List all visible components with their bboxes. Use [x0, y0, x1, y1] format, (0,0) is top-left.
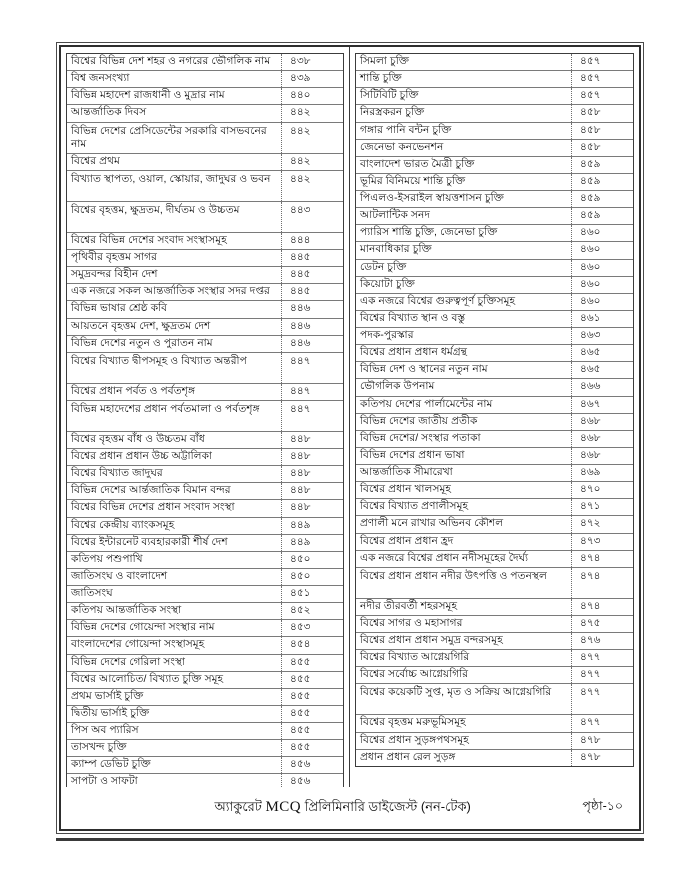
toc-entry-page: ৪৬৫ — [572, 345, 634, 362]
toc-row — [356, 533, 634, 550]
toc-entry-page: ৪৭৩ — [572, 533, 634, 550]
toc-entry-title: বিশ্বের বিখ্যাত প্রণালীসমূহ — [356, 499, 572, 516]
toc-entry-title: বিশ্বের প্রধান খালসমূহ — [356, 482, 572, 499]
toc-entry-title: বিশ্ব জনসংখ্যা — [67, 71, 282, 88]
footer-title-prefix: অ্যাকুরেট — [214, 798, 262, 814]
toc-entry-page: ৪৪৯ — [282, 517, 344, 534]
toc-entry-title: বাংলাদেশ ভারত মৈত্রী চুক্তি — [356, 156, 572, 173]
toc-entry-title: বিভিন্ন দেশের গোয়েন্দা সংস্থার নাম — [67, 620, 282, 637]
toc-entry-title: বিশ্বের বিভিন্ন দেশের প্রধান সংবাদ সংস্থা — [67, 500, 282, 517]
toc-entry-title: সিমলা চুক্তি — [356, 54, 572, 71]
toc-entry-page: ৪৬৮ — [572, 430, 634, 447]
toc-entry-title: বিভিন্ন দেশের গেরিলা সংস্থা — [67, 654, 282, 671]
toc-entry-page: ৪৫৫ — [282, 705, 344, 722]
toc-entry-page: ৪৭০ — [572, 482, 634, 499]
toc-row — [356, 345, 634, 362]
toc-row — [67, 122, 344, 153]
toc-entry-page: ৪৬৩ — [572, 328, 634, 345]
toc-entry-title: বিশ্বের বিভিন্ন দেশের সংবাদ সংস্থাসমূহ — [67, 232, 282, 249]
toc-entry-page: ৪৭৭ — [572, 667, 634, 684]
toc-entry-title: বিশ্বের প্রধান সুড়ঙ্গপথসমূহ — [356, 732, 572, 749]
toc-entry-title: বিশ্বের প্রধান প্রধান সমুদ্র বন্দরসমূহ — [356, 633, 572, 650]
toc-row — [67, 517, 344, 534]
toc-entry-title: বিভিন্ন দেশের আর্ন্তজাতিক বিমান বন্দর — [67, 483, 282, 500]
toc-row — [67, 54, 344, 71]
toc-row — [356, 447, 634, 464]
toc-entry-title: ডেটন চুক্তি — [356, 259, 572, 276]
toc-row — [67, 671, 344, 688]
toc-row — [356, 499, 634, 516]
toc-entry-page: ৪৬০ — [572, 293, 634, 310]
toc-entry-page: ৪৭৪ — [572, 567, 634, 598]
toc-entry-title: কতিপয় আন্তর্জাতিক সংস্থা — [67, 603, 282, 620]
toc-row — [356, 225, 634, 242]
toc-row — [356, 328, 634, 345]
toc-entry-page: ৪৪৫ — [282, 267, 344, 284]
toc-entry-title: পিস অব প্যারিস — [67, 723, 282, 740]
toc-entry-title: বিশ্বের কয়েকটি সুপ্ত, মৃত ও সক্রিয় আগ্নেয়গিরি — [356, 684, 572, 715]
toc-row — [67, 637, 344, 654]
toc-row — [356, 276, 634, 293]
toc-row — [67, 250, 344, 267]
toc-entry-page: ৪৩৯ — [282, 71, 344, 88]
toc-row — [67, 568, 344, 585]
toc-entry-title: বিভিন্ন দেশের প্রেসিডেন্টের সরকারি বাসভবনের নাম — [67, 122, 282, 153]
toc-row — [356, 615, 634, 632]
toc-entry-page: ৪৪৩ — [282, 201, 344, 232]
toc-entry-page: ৪৬০ — [572, 276, 634, 293]
toc-row — [356, 310, 634, 327]
page-bottom-rule — [56, 838, 644, 841]
index-column-right — [350, 47, 639, 787]
toc-entry-title: তাসখন্দ চুক্তি — [67, 740, 282, 757]
toc-entry-page: ৪৭৪ — [572, 550, 634, 567]
toc-entry-title: বিশ্বের সর্বোচ্চ আগ্নেয়গিরি — [356, 667, 572, 684]
toc-entry-page: ৪৫৬ — [282, 757, 344, 774]
toc-row — [67, 88, 344, 105]
toc-entry-page: ৪৪৯ — [282, 534, 344, 551]
toc-entry-page: ৪৭৮ — [572, 732, 634, 749]
toc-entry-page: ৪৪২ — [282, 153, 344, 170]
toc-entry-title: কতিপয় দেশের পার্লামেন্টের নাম — [356, 396, 572, 413]
toc-entry-title: আন্তর্জাতিক দিবস — [67, 105, 282, 122]
toc-row — [356, 191, 634, 208]
toc-entry-page: ৪৪২ — [282, 105, 344, 122]
toc-entry-title: বিশ্বের প্রধান পর্বত ও পর্বতশৃঙ্গ — [67, 383, 282, 400]
toc-entry-title: বিভিন্ন দেশের প্রধান ভাষা — [356, 447, 572, 464]
toc-row — [67, 723, 344, 740]
toc-entry-page: ৪৪৬ — [282, 318, 344, 335]
toc-entry-title: বিশ্বের প্রধান প্রধান ধর্মগ্রন্থ — [356, 345, 572, 362]
toc-row — [356, 732, 634, 749]
toc-row — [67, 654, 344, 671]
toc-entry-title: প্যারিস শান্তি চুক্তি, জেনেভা চুক্তি — [356, 225, 572, 242]
toc-entry-page: ৪৪০ — [282, 88, 344, 105]
toc-entry-page: ৪৫৮ — [572, 139, 634, 156]
toc-row — [356, 88, 634, 105]
toc-row — [356, 430, 634, 447]
toc-entry-page: ৪৫৫ — [282, 654, 344, 671]
toc-entry-page: ৪৫৫ — [282, 740, 344, 757]
toc-row — [356, 567, 634, 598]
toc-entry-title: বিশ্বের কেন্দ্রীয় ব্যাংকসমূহ — [67, 517, 282, 534]
toc-entry-title: কতিপয় পশুপাখি — [67, 551, 282, 568]
toc-entry-page: ৪৫৫ — [282, 688, 344, 705]
toc-row — [356, 173, 634, 190]
toc-entry-page: ৪৪৮ — [282, 483, 344, 500]
toc-body-left — [67, 54, 344, 788]
toc-entry-title: প্রথম ভার্সাই চুক্তি — [67, 688, 282, 705]
toc-row — [356, 667, 634, 684]
toc-entry-title: বিভিন্ন দেশের নতুন ও পুরাতন নাম — [67, 335, 282, 352]
toc-table-right — [355, 53, 634, 767]
toc-entry-title: ভূমির বিনিময়ে শান্তি চুক্তি — [356, 173, 572, 190]
toc-entry-title: জেনেভা কনভেনশন — [356, 139, 572, 156]
toc-entry-page: ৪৪৭ — [282, 400, 344, 431]
toc-entry-title: এক নজরে বিশ্বের প্রধান নদীসমূহের দৈর্ঘ্য — [356, 550, 572, 567]
toc-entry-title: বিশ্বের ইন্টারনেট ব্যবহারকারী শীর্ষ দেশ — [67, 534, 282, 551]
toc-entry-page: ৪৫৭ — [572, 71, 634, 88]
toc-entry-title: জাতিসংঘ ও বাংলাদেশ — [67, 568, 282, 585]
toc-entry-title: বিভিন্ন দেশের/ সংস্থার পতাকা — [356, 430, 572, 447]
toc-row — [67, 352, 344, 383]
toc-entry-title: কিয়োটা চুক্তি — [356, 276, 572, 293]
toc-entry-title: বাংলাদেশের গোয়েন্দা সংস্থাসমূহ — [67, 637, 282, 654]
toc-entry-title: আটলান্টিক সনদ — [356, 208, 572, 225]
toc-entry-page: ৪৪৫ — [282, 284, 344, 301]
toc-row — [67, 551, 344, 568]
toc-entry-title: সমুদ্রবন্দর বিহীন দেশ — [67, 267, 282, 284]
toc-row — [67, 383, 344, 400]
toc-row — [356, 684, 634, 715]
toc-row — [356, 396, 634, 413]
toc-row — [67, 335, 344, 352]
toc-entry-page: ৪৫৯ — [572, 208, 634, 225]
toc-row — [67, 71, 344, 88]
toc-entry-page: ৪৪৪ — [282, 232, 344, 249]
toc-row — [356, 413, 634, 430]
toc-entry-page: ৪৫৯ — [572, 191, 634, 208]
toc-entry-page: ৪৩৮ — [282, 54, 344, 71]
toc-entry-page: ৪৭১ — [572, 499, 634, 516]
toc-entry-page: ৪৫৫ — [282, 723, 344, 740]
index-column-left — [61, 47, 350, 787]
toc-entry-page: ৪৬৫ — [572, 362, 634, 379]
toc-row — [67, 688, 344, 705]
toc-entry-title: গঙ্গার পানি বন্টন চুক্তি — [356, 122, 572, 139]
toc-entry-page: ৪৭৭ — [572, 650, 634, 667]
toc-entry-title: বিশ্বের বিখ্যাত জাদুঘর — [67, 466, 282, 483]
toc-entry-page: ৪৬১ — [572, 310, 634, 327]
toc-row — [356, 650, 634, 667]
toc-entry-title: বিখ্যাত স্থাপত্য, ওয়াল, স্কোয়ার, জাদুঘর ও ভবন — [67, 170, 282, 201]
toc-entry-page: ৪৫০ — [282, 568, 344, 585]
toc-row — [356, 139, 634, 156]
toc-entry-page: ৪৫০ — [282, 551, 344, 568]
toc-entry-page: ৪৭৭ — [572, 715, 634, 732]
toc-entry-page: ৪৪২ — [282, 170, 344, 201]
toc-entry-page: ৪৪৮ — [282, 466, 344, 483]
toc-entry-page: ৪৬৭ — [572, 396, 634, 413]
toc-entry-page: ৪৫৮ — [572, 122, 634, 139]
toc-entry-page: ৪৪৫ — [282, 250, 344, 267]
page-footer — [61, 787, 639, 829]
toc-row — [67, 757, 344, 774]
toc-entry-page: ৪৫৭ — [572, 88, 634, 105]
toc-entry-title: বিভিন্ন দেশের জাতীয় প্রতীক — [356, 413, 572, 430]
toc-entry-page: ৪৪৭ — [282, 383, 344, 400]
toc-entry-title: বিভিন্ন মহাদেশের প্রধান পর্বতমালা ও পর্বতশৃঙ্গ — [67, 400, 282, 431]
toc-row — [67, 201, 344, 232]
toc-row — [67, 449, 344, 466]
toc-entry-page: ৪৪২ — [282, 122, 344, 153]
toc-entry-page: ৪৪৮ — [282, 500, 344, 517]
toc-entry-page: ৪৬০ — [572, 242, 634, 259]
toc-row — [356, 633, 634, 650]
toc-row — [67, 284, 344, 301]
toc-row — [356, 715, 634, 732]
toc-entry-title: বিশ্বের বিখ্যাত স্থান ও বস্তু — [356, 310, 572, 327]
toc-entry-title: পিএলও-ইসরাইল স্বায়ত্তশাসন চুক্তি — [356, 191, 572, 208]
toc-row — [67, 400, 344, 431]
toc-row — [356, 156, 634, 173]
toc-entry-page: ৪৫৯ — [572, 156, 634, 173]
toc-entry-title: দ্বিতীয় ভার্সাই চুক্তি — [67, 705, 282, 722]
toc-row — [356, 71, 634, 88]
toc-row — [67, 170, 344, 201]
toc-entry-title: ভৌগলিক উপনাম — [356, 379, 572, 396]
page-frame-inner — [59, 45, 641, 831]
toc-entry-title: আন্তর্জাতিক সীমারেখা — [356, 465, 572, 482]
toc-row — [67, 483, 344, 500]
toc-entry-page: ৪৫৬ — [282, 774, 344, 787]
toc-entry-page: ৪৭৭ — [572, 684, 634, 715]
toc-entry-page: ৪৪৮ — [282, 449, 344, 466]
toc-row — [67, 267, 344, 284]
toc-row — [356, 379, 634, 396]
toc-entry-title: সিটিবিটি চুক্তি — [356, 88, 572, 105]
toc-entry-title: বিশ্বের প্রথম — [67, 153, 282, 170]
toc-entry-page: ৪৬৯ — [572, 465, 634, 482]
toc-row — [356, 362, 634, 379]
toc-row — [67, 705, 344, 722]
toc-entry-title: বিশ্বের বিখ্যাত দ্বীপসমূহ ও বিখ্যাত অন্তরীপ — [67, 352, 282, 383]
toc-entry-title: নিরস্ত্রকরন চুক্তি — [356, 105, 572, 122]
toc-entry-title: পদক-পুরস্কার — [356, 328, 572, 345]
toc-entry-page: ৪৬৮ — [572, 413, 634, 430]
toc-entry-page: ৪৫৩ — [282, 620, 344, 637]
toc-entry-title: জাতিসংঘ — [67, 586, 282, 603]
toc-entry-page: ৪৬৮ — [572, 447, 634, 464]
toc-entry-title: বিশ্বের বৃহত্তম মরুভূমিসমূহ — [356, 715, 572, 732]
toc-entry-title: প্রধান প্রধান রেল সুড়ঙ্গ — [356, 749, 572, 766]
toc-entry-title: পৃথিবীর বৃহত্তম সাগর — [67, 250, 282, 267]
toc-entry-title: বিশ্বের প্রধান প্রধান উচ্চ অট্টালিকা — [67, 449, 282, 466]
toc-entry-page: ৪৫৯ — [572, 173, 634, 190]
toc-entry-title: বিভিন্ন দেশ ও স্থানের নতুন নাম — [356, 362, 572, 379]
toc-row — [356, 259, 634, 276]
toc-entry-page: ৪৭৫ — [572, 615, 634, 632]
toc-entry-page: ৪৪৬ — [282, 301, 344, 318]
toc-entry-page: ৪৭৮ — [572, 749, 634, 766]
toc-entry-page: ৪৭২ — [572, 516, 634, 533]
toc-entry-page: ৪৫১ — [282, 586, 344, 603]
footer-title-suffix: প্রিলিমিনারি ডাইজেস্ট (নন-টেক) — [304, 798, 471, 814]
toc-entry-page: ৪৬৬ — [572, 379, 634, 396]
toc-row — [67, 534, 344, 551]
toc-table-left — [66, 53, 344, 787]
toc-entry-page: ৪৪৮ — [282, 431, 344, 448]
toc-entry-title: প্রণালী মনে রাখার অভিনব কৌশল — [356, 516, 572, 533]
toc-row — [356, 598, 634, 615]
toc-entry-title: বিশ্বের বিখ্যাত আগ্নেয়গিরি — [356, 650, 572, 667]
toc-entry-title: বিশ্বের বিভিন্ন দেশ শহর ও নগরের ভৌগলিক নাম — [67, 54, 282, 71]
index-columns — [61, 47, 639, 787]
toc-entry-title: এক নজরে সকল আন্তর্জাতিক সংস্থার সদর দপ্তর — [67, 284, 282, 301]
toc-row — [67, 301, 344, 318]
toc-entry-title: মানবাধিকার চুক্তি — [356, 242, 572, 259]
toc-entry-title: বিশ্বের প্রধান প্রধান হ্রদ — [356, 533, 572, 550]
toc-entry-title: সাপটা ও সাফটা — [67, 774, 282, 787]
toc-row — [356, 122, 634, 139]
toc-entry-title: আয়তনে বৃহত্তম দেশ, ক্ষুদ্রতম দেশ — [67, 318, 282, 335]
toc-row — [67, 620, 344, 637]
toc-row — [356, 54, 634, 71]
toc-entry-page: ৪৪৬ — [282, 335, 344, 352]
toc-entry-title: নদীর তীরবর্তী শহরসমূহ — [356, 598, 572, 615]
toc-entry-page: ৪৫৭ — [572, 54, 634, 71]
toc-row — [356, 242, 634, 259]
toc-row — [356, 516, 634, 533]
toc-entry-page: ৪৬০ — [572, 225, 634, 242]
toc-row — [67, 153, 344, 170]
footer-title-mcq: MCQ — [265, 798, 302, 815]
toc-entry-title: বিশ্বের বৃহত্তম বাঁধ ও উচ্চতম বাঁধ — [67, 431, 282, 448]
toc-entry-page: ৪৫৮ — [572, 105, 634, 122]
toc-entry-page: ৪৪৭ — [282, 352, 344, 383]
toc-entry-page: ৪৫২ — [282, 603, 344, 620]
toc-row — [67, 232, 344, 249]
toc-entry-title: বিভিন্ন ভাষার শ্রেষ্ঠ কবি — [67, 301, 282, 318]
toc-entry-page: ৪৭৬ — [572, 633, 634, 650]
toc-row — [67, 105, 344, 122]
page-frame — [56, 42, 644, 834]
toc-body-right — [356, 54, 634, 767]
toc-entry-title: বিশ্বের বৃহত্তম, ক্ষুদ্রতম, দীর্ঘতম ও উচ্চতম — [67, 201, 282, 232]
toc-entry-title: বিভিন্ন মহাদেশ রাজধানী ও মুদ্রার নাম — [67, 88, 282, 105]
toc-row — [356, 105, 634, 122]
toc-entry-title: বিশ্বের আলোচিত/ বিখ্যাত চুক্তি সমূহ — [67, 671, 282, 688]
toc-row — [67, 431, 344, 448]
toc-row — [356, 749, 634, 766]
toc-entry-title: বিশ্বের প্রধান প্রধান নদীর উৎপত্তি ও পতনস্থল — [356, 567, 572, 598]
toc-row — [67, 318, 344, 335]
footer-page-number: পৃষ্ঠা-১০ — [582, 799, 623, 813]
toc-row — [67, 774, 344, 787]
toc-entry-page: ৪৫৪ — [282, 637, 344, 654]
toc-row — [356, 465, 634, 482]
toc-row — [356, 550, 634, 567]
toc-row — [67, 740, 344, 757]
footer-title — [77, 798, 568, 819]
toc-entry-title: এক নজরে বিশ্বের গুরুত্বপূর্ণ চুক্তিসমূহ — [356, 293, 572, 310]
toc-entry-title: বিশ্বের সাগর ও মহাসাগর — [356, 615, 572, 632]
toc-row — [356, 208, 634, 225]
toc-row — [67, 466, 344, 483]
toc-entry-page: ৪৫৫ — [282, 671, 344, 688]
toc-entry-title: শান্তি চুক্তি — [356, 71, 572, 88]
toc-entry-page: ৪৭৪ — [572, 598, 634, 615]
toc-row — [356, 482, 634, 499]
toc-row — [67, 586, 344, 603]
toc-row — [67, 500, 344, 517]
toc-entry-page: ৪৬০ — [572, 259, 634, 276]
toc-row — [67, 603, 344, 620]
toc-entry-title: ক্যাম্প ডেভিট চুক্তি — [67, 757, 282, 774]
toc-row — [356, 293, 634, 310]
